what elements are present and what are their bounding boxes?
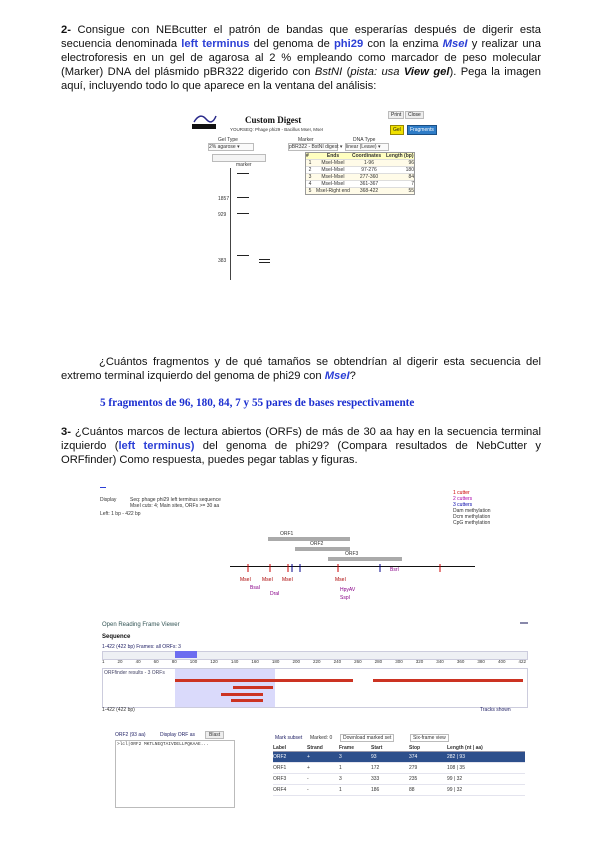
blast-button[interactable]: Blast [205,731,224,739]
orf-bar[interactable] [233,686,273,689]
orf-cell: 282 | 93 [447,754,465,760]
orf-cell: 374 [409,754,418,760]
marker-lane-label: marker [236,162,252,168]
marker-band [237,173,249,174]
fragment-cell: 97-276 [361,167,377,173]
orf-cell: ORF3 [273,776,287,782]
fragment-cell: 84 [408,174,414,180]
site-label: MseI [282,577,293,583]
orf-cell: 88 [409,787,415,793]
map-legend [453,490,533,526]
site-label: HpyAV [340,587,356,593]
site-label: SspI [340,595,351,601]
legend-item: Dam methylation [453,508,491,514]
fragment-cell: MseI-MseI [321,160,345,166]
fragment-cell: 55 [408,188,414,194]
fragment-row[interactable] [306,173,414,180]
orf-row[interactable] [273,752,525,763]
map-sub3: Left: 1 bp - 422 bp [100,511,141,517]
answer-2: 5 fragmentos de 96, 180, 84, 7 y 55 pares de bases respectivamente [100,397,415,409]
ruler-tick: 260 [354,659,362,664]
dna-type-select[interactable]: linear (Leave) ▾ [345,143,389,151]
question-3-text: 3- ¿Cuántos marcos de lectura abiertos (ORFs) de más de 30 aa hay en la secuencia terminal izquierdo (left terminus) del genoma de phi29? (Compara resultados de NebCutter y ORFfinder) Como respuesta, puedes pegar tablas y figuras. [61,426,541,466]
map-header: Display [100,497,117,503]
ruler-tick: 1 [102,659,105,664]
close-button[interactable]: Close [405,111,424,119]
orf-cell: - [307,776,309,782]
orf-row[interactable] [273,774,525,785]
fragments-table-body [306,159,414,194]
orf-seq-title: ORF2 (93 aa) [115,732,146,738]
fragments-table [305,152,415,195]
fragment-cell: 2 [308,167,312,173]
orf-seq-text: >lcl|ORF2 MKTLNEQTAIVDELLPQKAAE... [117,742,209,747]
ruler-tick: 400 [497,659,506,664]
fragment-cell: 5 [308,188,312,194]
orf-table-figure [115,727,535,807]
sample-band [259,259,270,260]
marker-band [237,197,249,198]
fragment-cell: 96 [408,160,414,166]
orf-row[interactable] [273,763,525,774]
fragment-cell: MseI-MseI [321,174,345,180]
fragment-cell: 4 [308,181,312,187]
orf-cell: 3 [339,754,342,760]
orf-col-header[interactable]: Label [273,745,287,751]
orf-cell: 1 [339,765,342,771]
fragment-row[interactable] [306,159,414,166]
ruler [102,659,526,666]
fragments-button[interactable]: Fragments [407,125,437,135]
legend-item: 3 cutters [453,502,473,508]
selection-range[interactable] [175,651,197,658]
orf-cell: 99 | 32 [447,776,463,782]
site-label: DraI [270,591,280,597]
col-header: Ends [326,153,340,159]
ruler-tick: 320 [415,659,424,664]
orf-cell: 172 [371,765,380,771]
map-sub2: MseI cuts: 4; Main sites, ORFs >= 30 aa [130,503,220,509]
digest-subtitle: YOURSEQ: Phage phi29 - Bacillus MseI, MseI [230,127,324,132]
dna-type-label: DNA Type [353,137,376,143]
orf-cell: 279 [409,765,418,771]
ruler-tick: 60 [153,659,159,664]
band-label-1: 1857 [218,196,230,202]
orf-cell: 108 | 35 [447,765,465,771]
orf-cell: 333 [371,776,380,782]
orf-cell: 186 [371,787,380,793]
ruler-tick: 422 [518,659,526,664]
orf-cell: 99 | 32 [447,787,463,793]
zoom-control[interactable] [212,154,266,162]
download-button[interactable]: Download marked set [340,734,394,742]
display-link[interactable]: Display ORF as [160,732,196,738]
orf-arrow[interactable] [268,537,350,541]
marker-band [237,213,249,214]
custom-digest-figure [190,110,434,280]
orf-bar[interactable] [373,679,523,682]
link-mark [100,487,106,488]
orf-cell: ORF2 [273,754,287,760]
ruler-tick: 80 [171,659,177,664]
ruler-tick: 20 [117,659,123,664]
orf-viewer-title: Open Reading Frame Viewer [102,622,180,628]
orf-cell: + [307,754,310,760]
orf-cell: - [307,787,309,793]
fragment-cell: MseI-MseI [321,181,345,187]
orf-label: ORF3 [345,551,359,557]
gel-button[interactable]: Gel [390,125,404,135]
fragment-cell: 3 [308,174,312,180]
viewer-toolbar-row: 1-422 (422 bp) Frames: all ORFs: 3 [102,644,181,650]
site-label: MseI [262,577,273,583]
track-panel [102,668,528,708]
legend-item: 1 cutter [453,490,470,496]
site-label: MseI [335,577,346,583]
ruler-tick: 180 [271,659,280,664]
site-label: MseI [240,577,251,583]
marker-select[interactable]: pBR322 - BstNI digest ▾ [289,144,343,150]
ruler-tick: 240 [333,659,342,664]
six-frame-select[interactable]: Six-frame view [410,734,449,742]
orf-arrow[interactable] [328,557,402,561]
orf-label: ORF2 [310,541,324,547]
ruler-tick: 40 [135,659,141,664]
fragment-cell: 7 [411,181,414,187]
fragment-cell: MseI-MseI [321,167,345,173]
orf-col-header[interactable]: Stop [409,745,421,751]
legend-item: Dcm methylation [453,514,491,520]
orf-arrow[interactable] [295,547,350,551]
orf-map-figure [100,487,530,612]
fragment-row[interactable] [306,187,414,194]
orf-cell: 1 [339,787,342,793]
orf-cell: ORF1 [273,765,287,771]
band-label-3: 383 [218,258,227,264]
ruler-tick: 220 [313,659,321,664]
orf-col-header[interactable]: Start [371,745,383,751]
question-2-text: 2- Consigue con NEBcutter el patrón de bandas que esperarías después de digerir esta secuencia denominada left terminus del genoma de phi29 con la enzima MseI y realizar una electroforesis en un gel de agarosa al 2 % empleando como marcador de peso molecular (Marker) DNA del plásmido pBR322 digerido con BstNI (pista: usa View gel). Pega la imagen aquí, incluyendo todo lo que aparece en la ventana del análisis: [61,24,541,92]
ruler-tick: 380 [477,659,485,664]
ruler-tick: 140 [230,659,239,664]
fragment-row[interactable] [306,180,414,187]
orf-col-header[interactable]: Frame [339,745,355,751]
fragment-cell: 277-360 [359,174,379,180]
band-label-2: 929 [218,212,227,218]
col-header: Length (bp) [386,153,414,159]
col-header: # [306,153,309,159]
orf-cell: + [307,765,310,771]
marker-value: pBR322 - BstNI digest [289,144,339,150]
ruler-tick: 360 [456,659,465,664]
viewer-footer: 1-422 (422 bp) [102,707,135,713]
ruler-tick: 200 [292,659,300,664]
orf-table-header [273,745,525,752]
dna-type-value: linear (Leave) [346,144,377,150]
mark-subset[interactable]: Mark subset [275,735,303,741]
tracks-link[interactable]: Tracks shown [480,707,511,713]
orf-seq-box[interactable] [115,740,235,808]
sequence-section: Sequence [102,634,131,640]
orf-bar[interactable] [175,679,353,682]
marked-count: Marked: 0 [310,735,333,741]
orf-table-body [273,752,525,796]
orf-bar[interactable] [221,693,263,696]
help-link[interactable] [520,622,528,624]
ruler-tick: 280 [374,659,383,664]
col-header: Coordinates [352,153,382,159]
orf-cell: 3 [339,776,342,782]
marker-band [237,255,249,256]
fragment-cell: 368-422 [359,188,379,194]
orf-cell: 93 [371,754,377,760]
site-label: BsrI [390,567,399,573]
orf-col-header[interactable]: Length (nt | aa) [447,745,483,751]
neb-logo [190,110,218,130]
fragment-cell: 361-367 [359,181,379,187]
gel-type-label: Gel Type [218,137,238,143]
marker-label: Marker [298,137,314,143]
fragment-row[interactable] [306,166,414,173]
fragment-cell: MseI-Right end [316,188,350,194]
fragment-cell: 1-96 [363,160,374,166]
orf-results-table [273,745,525,796]
orf-bar[interactable] [231,699,263,702]
fragments-table-header [306,153,414,159]
ruler-tick: 160 [251,659,259,664]
gel-type-select[interactable]: 2% agarose ▾ [208,143,254,151]
sample-band [259,262,270,263]
orf-viewer-figure [100,622,530,712]
site-label: BsaI [250,585,261,591]
fragment-cell: 180 [405,167,414,173]
question-2-followup: ¿Cuántos fragmentos y de qué tamaños se obtendrían al digerir esta secuencia del extremo terminal izquierdo del genoma de phi29 con MseI? [61,356,541,382]
track-title: ORFfinder results - 3 ORFs [104,670,165,676]
ruler-tick: 120 [210,659,218,664]
legend-item: 2 cutters [453,496,473,502]
orf-cell: ORF4 [273,787,287,793]
print-button[interactable]: Print [388,111,404,119]
orf-label: ORF1 [280,531,294,537]
ruler-tick: 340 [436,659,444,664]
ruler-tick: 100 [189,659,198,664]
orf-col-header[interactable]: Strand [307,745,323,751]
gel-axis [230,168,231,280]
gel-type-value: 2% agarose [209,144,236,150]
ruler-tick: 300 [395,659,403,664]
fragment-cell: 1 [308,160,312,166]
map-sub1: Seq: phage phi29 left terminus sequence [130,497,221,503]
orf-row[interactable] [273,785,525,796]
digest-title: Custom Digest [245,115,302,125]
orf-cell: 235 [409,776,418,782]
restriction-sites [230,562,490,612]
legend-item: CpG methylation [453,520,491,526]
